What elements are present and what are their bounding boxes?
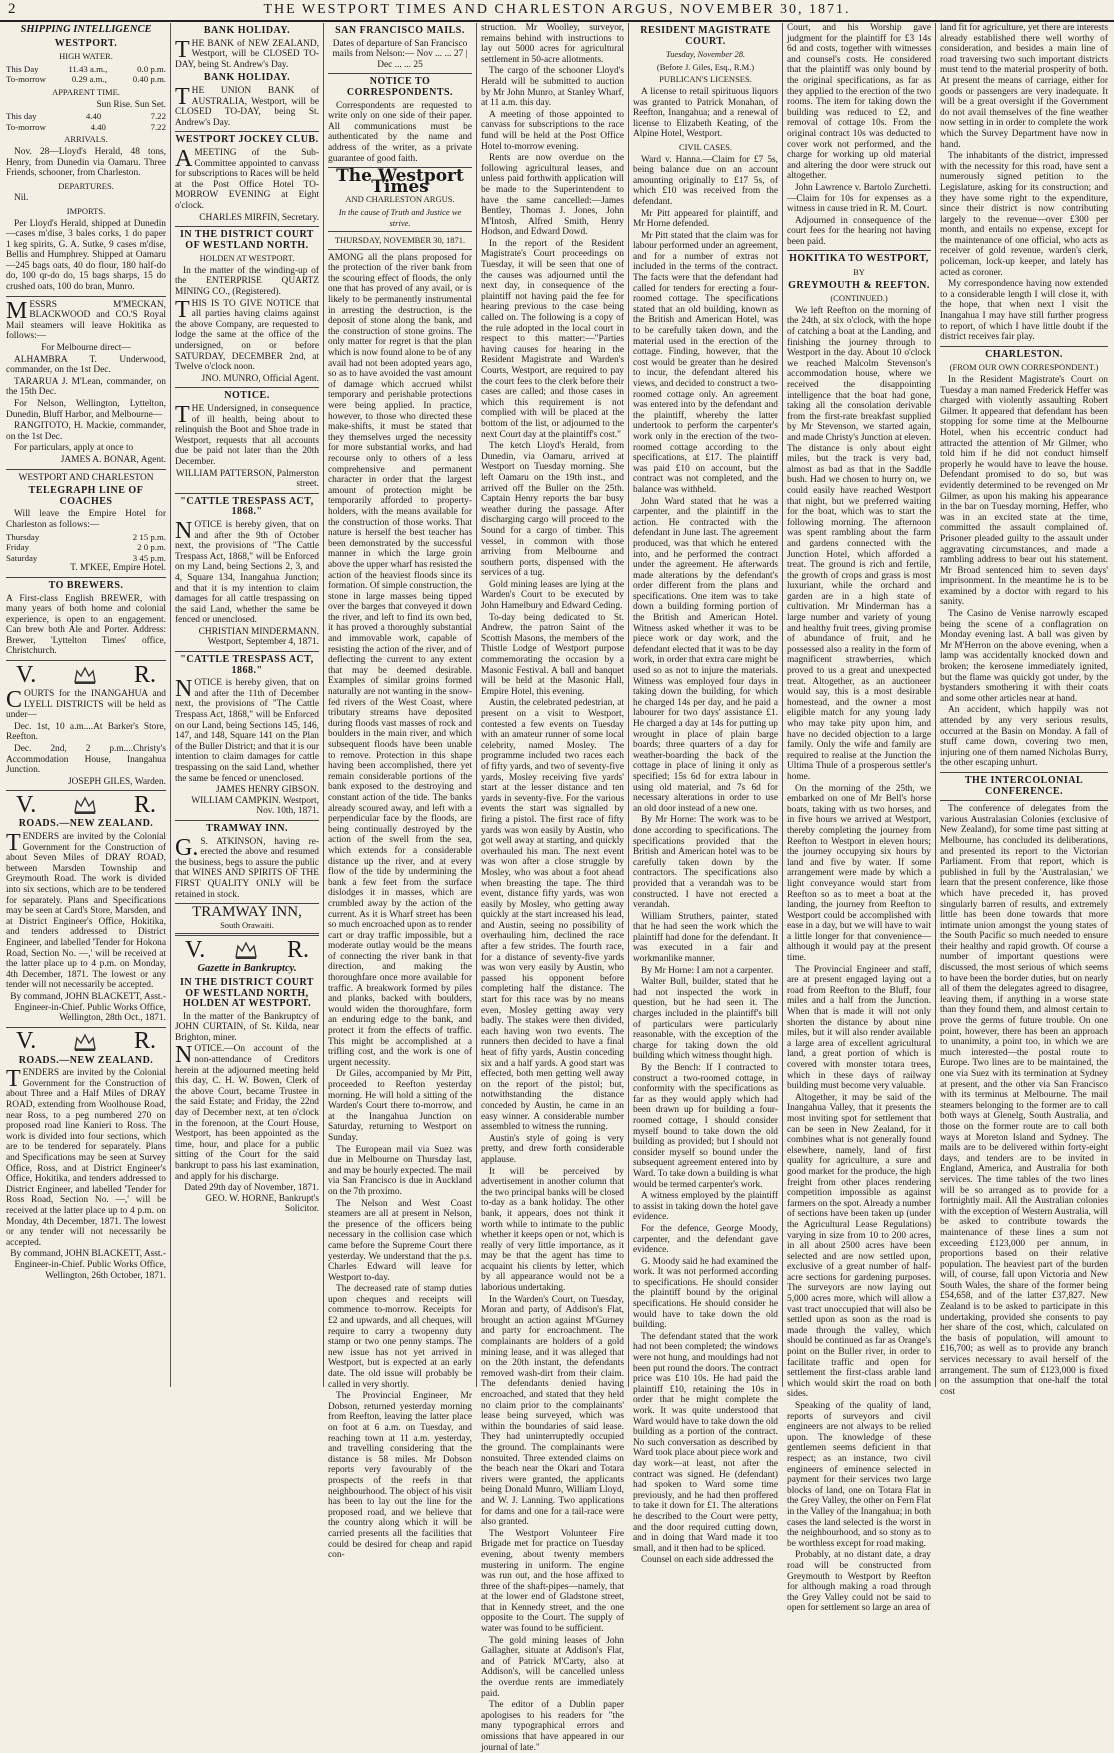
editorial-paragraph: AMONG all the plans proposed for the protection of the river bank from the scouring effect of floods, the only one that has proved of any avail, or is likely to be permanently instrumental in arresting the destruction, is the deposit of stone along the bank, and the construction of stone groins. The only matter for regret is that the plan which is now found alone to be of any avail had not been adopted years ago, so as to have avoided the vast amount of damage which accrued whilst temporary and perishable protections were being applied. In practice, however, to those who directed these make-shifts, it must be stated that they themselves urged the necessity for more substantial works, and had recourse only to others of a less comprehensive and permanent character in order that the largest amount of protection might be temporarily afforded to property-holders, with the means available for the construction of those works. That nature is herself the best teacher has been demonstrated by the successful manner in which the large groin above the upper wharf has resisted the action of the heaviest floods since its formation. Of simple construction, the stone in large masses being tipped over the barges that conveyed it down the river, and left to find its own bed, it has proved a thoroughly substantial and immovable work, capable of resisting the action of the river, and of deflecting the current to any extent that may be deemed desirable. Examples of similar groins formed naturally are not wanting in the snow-fed rivers of the West Coast, where tributary streams have deposited during floods vast masses of rock and boulders in the main river, and which subsequent floods have been unable to remove. Protection in this shape having been accomplished, there yet remain considerable portions of the bank exposed to the destroying and constant action of the tide. The banks already scoured away, and left with a perpendicular face by the floods, are being continually destroyed by the action of the swell from the sea, which extends for a considerable distance up the river, and at every flow of the tide by undermining the bank a few feet from the surface dislodges it in masses, which are crumbled away by the action of the current. As it is Wharf street has been so much encroached upon as to render cart or dray traffic impossible, but a moderate outlay would be the means of connecting the river bank in that direction, and making the thoroughfare once more available for traffic. A breakwork formed by piles and planks, backed with boulders, would widen the thoroughfare, form an enduring edge to the bank, and protect it from the effects of traffic. This might be accomplished at a trifling cost, and the work is one of urgent necessity.: [328, 252, 472, 1068]
divider: [175, 493, 319, 494]
court-paragraph: John Ward stated that he was a carpenter, and the plaintiff in the action. He contracted with the defendant in June last. The agreement produced, was that which he entered into, and he performed the contract under the agreement. He afterwards made alterations by the defendant's order different from the plans and specifications. One item was to take down a building forming portion of the British and American Hotel. Witness asked whether it was to be piece work or day work, and the defendant elected that it was to be day work, in order that extra care might be used so as not to injure the materials. Witness was employed four days in taking down the building, for which he charged 14s per day, and he paid a labourer for two days' assistance £1. He charged a day at 14s for putting up wrought in place of plain barge boards; three quarters of a day for weather-boarding the back of the cottage in place of lining it only as specified; 15s 6d for extra labour in using old material, and 7s 6d for necessary alterations in order to use an old door instead of a new one.: [633, 496, 778, 814]
royal-cipher: V. R.: [16, 1028, 156, 1055]
coach-signature: T. M'KEE, Empire Hotel.: [70, 563, 166, 574]
news-paragraph: To-day being dedicated to St. Andrew, the patron Saint of the Scottish Masons, the members of the Thistle Lodge of Westport purpose commemorating the occasion by a Masonic Festival. A ball and banquet will be held at the Masonic Hall, Empire Hotel, this evening.: [481, 612, 624, 697]
travel-paragraph: Altogether, it may be said of the Inangahua Valley, that it presents the most inviting spot for settlement that can be seen in New Zealand, for it combines what is not generally found elsewhere, namely, land of first quality for agriculture, a sure and good market for the produce, the high freight from other places rendering competition impossible as against farmers on the spot. Already a number of sections have been taken up (under the Agricultural Lease Regulations) varying in size from 10 to 200 acres, in all about 2500 acres have been selected and are now settled upon, exclusive of a great number of half-acre sections for gardening purposes. The surveyors are now laying out 5,000 acres more, which will allow a vast tract unoccupied that will also be settled upon as soon as the road is made through the valley, which should be continued as far as Orange's point on the Buller river, in order to facilitate traffic and open for settlement the first-class arable land which would skirt the road on both sides.: [787, 1092, 931, 1400]
court-paragraph: Mr Pitt appeared for plaintiff, and Mr Horne defended.: [633, 208, 778, 230]
travel-route: GREYMOUTH & REEFTON.: [788, 279, 930, 291]
rm-court-date: Tuesday, November 28.: [665, 49, 746, 60]
divider: [175, 933, 319, 936]
royal-cipher: V. R.: [185, 937, 309, 964]
cattle-act-text: NOTICE is hereby given, that on and after the 11th of December next, the provisions of "The Cattle Trespass Act, 1868," will be Enforced on our Land, being Sections 145, 146, 147, and 148, Square 141 on the Plan of the Buller District; and that it is our intention to claim damages for cattle trespassing on the said Land, whether the same be fenced or unenclosed.: [175, 676, 319, 784]
roads-text: TENDERS are invited by the Colonial Government for the Construction of about Seven Miles of DRAY ROAD, between Marsden Township and Greymouth Road. The work is divided into six sections, which are to be tendered for separately. Plans and Specifications may be seen at Card's Store, Marsden, and at District Engineer's Office, Hokitika, and tenders addressed to District Engineer, and labelled 'Tender for Hokona Road, Section No. —,' will be received at the latter place up to 4 p.m. on Monday, 4th December, 1871. The lowest or any tender will not necessarily be accepted.: [6, 830, 166, 991]
bank-holiday-heading: BANK HOLIDAY.: [203, 25, 291, 36]
column-6: [787, 23, 931, 1614]
divider: [175, 820, 319, 821]
travel-paragraph: land fit for agriculture, yet there are interests already established there well worthy of consideration, and besides a main line of road traversing two such important districts must tend to the material prosperity of both. At present the means of carriage, either for goods or passengers are very inadequate. It will be a great oversight if the Government do not avail themselves of the fine weather now setting in in order to complete the work which the Survey Department have now in hand.: [940, 23, 1108, 150]
column-7: [940, 23, 1108, 1397]
shipping-heading: SHIPPING INTELLIGENCE: [20, 24, 152, 35]
gazette-heading: Gazette in Bankruptcy.: [197, 963, 297, 975]
travel-paragraph: My correspondence having now extended to a considerable length I will close it, with the hope, that when next I visit the Inangahua I may have still further progress to report, of which I have little doubt if the district receives fair play.: [940, 279, 1108, 343]
bank-holiday-text: THE UNION BANK of AUSTRALIA, Westport, will be CLOSED TO-DAY, being St. Andrew's Day.: [175, 83, 319, 128]
court-paragraph: A witness employed by the plaintiff to assist in taking down the hotel gave evidence.: [633, 1191, 778, 1223]
travel-paragraph: Probably, at no distant date, a dray road will be constructed from Greymouth to Westport by Reefton for although making a road through the Grey Valley could not be said to open for settlement so large an area of: [787, 1550, 931, 1614]
notice-text: THE Undersigned, in consequence of ill health, being about to relinquish the Boot and Shoe trade in Westport, requests that all accounts due be paid not later than the 20th December.: [175, 402, 319, 467]
jockey-club-heading: WESTPORT JOCKEY CLUB.: [175, 134, 319, 146]
court-paragraph: The defendant stated that the work had not been completed; the windows were not hung, and mouldings had not been put round the doors. The contract price was £10 10s. He had paid the plaintiff £10, retaining the 10s in order that he might complete the work. It was quite understood that Ward would have to take down the old building as a portion of the contract. No such conversation as described by Ward took place about piece work and day work—at least, not after the contract was signed. He (defendant) had spoken to Ward some time previously, and he had then proffered to take it down for £1. The alterations he described to the Court were petty, and the door required cutting down, and in doing that Ward made it too small, and it then had to be spliced.: [633, 1331, 778, 1554]
district-court-signature: JNO. MUNRO, Official Agent.: [201, 373, 319, 384]
apparent-time-label: APPARENT TIME.: [52, 86, 120, 97]
news-paragraph: Austin, the celebrated pedestrian, at present on a visit to Westport, contested a few events on Tuesday with an amateur runner of some local celebrity, named Mosley. The programme included two races each of fifty yards, and two of seventy-five yards, Mosley receiving five yards' start at the lesser distance and ten yards in seventy-five. For the various events the start was signalled by firing a pistol. The first race of fifty yards was won easily by Austin, who got well away at starting, and quickly overhauled his man. The next event was won after a close struggle by Mosley, who was about a foot ahead when breasting the tape. The third event, distance fifty yards, was won easily by Mosley, who getting away quickly at the start increased his lead, and Austin, seeing no possibility of overhauling him, declined the race after a few strides. The fourth race, for a distance of seventy-five yards was won very easily by Austin, who passed his opponent before completing half the distance. The start for this race was by no means even, Mosley getting away very badly. The stakes were then divided, each having won two events. The runners then decided to have a final heat of fifty yards, Austin conceding six and a half yards. A good start was effected, both men getting well away on the report of the pistol; but, notwithstanding the distance conceded by Austin, he came in an easy winner. A considerable number assembled to witness the running.: [481, 698, 624, 1133]
divider: [328, 73, 472, 74]
brewers-text: A First-class English BREWER, with many years of both home and colonial experience, is open to an engagement. Can brew both Ale and Porter. Address: Brewer, 'Lyttelton Times' office, Christchurch.: [6, 593, 166, 657]
divider: [6, 469, 166, 470]
bankruptcy-text: NOTICE.—On account of the non-attendance of Creditors herein at the adjourned meeting held this day, C. H. W. Bowen, Clerk of the above Court, became Trustee in the said Estate; and Friday, the 22nd day of December next, at ten o'clock in the forenoon, at the Court House, Westport, has been appointed as the time, hour, and place for a public sitting of the Court for the said bankrupt to pass his last examination, and apply for his discharge.: [175, 1042, 319, 1182]
courts-date: Dec. 2nd, 2 p.m....Christy's Accommodation House, Inangahua Junction.: [6, 744, 166, 776]
travel-continued: (CONTINUED.): [830, 293, 888, 304]
roads-heading: ROADS.—NEW ZEALAND.: [18, 1054, 154, 1066]
tide-row: This Day 11.43 a.m., 0.0 p.m.: [6, 63, 166, 74]
divider: [6, 577, 166, 578]
conference-paragraph: The conference of delegates from the various Australasian Colonies (exclusive of New Zealand), for some time past sitting at Melbourne, has concluded its deliberations, and presented its report to the Victorian Parliament. From that report, which is published in full by the 'Australasian,' we learn that the present conference, like those which have preceded it, has proved singularly barren of results, and extremely little has been done towards that more intimate union amongst the young states of the South Pacific so much needed to ensure their healthy and rapid growth. Of course a number of important questions were discussed, the most serious of which seems to have been the border duties, but on nearly all of them the delegates agreed to disagree, leaving them, if anything in a worse state than they found them, and almost certain to prove the germs of future trouble. On one point, however, there has been an approach to unanimity, a point too, in which we are much interested—the postal route to Europe. Two lines are to be maintained, the one via Suez with its termination at Sydney at present, and the other via San Francisco with its terminus at Melbourne. The mail steamers belonging to the former are to call both ways at Glenelg, South Australia, and those on the former route are to call both ways at Moreton Island and Sydney. The mails are to be delivered within forty-eight days, and tenders are to be invited in England, America, and Australia for both services. The time tables of the two lines will be so arranged as to provide for a fortnightly mail. All the Australian colonies with the exception of Western Australia, will be asked to contribute towards the maintenance of these lines a sum not exceeding £123,000 per annum, in proportions based on their relative population. The heaviest part of the burden will, of course, fall upon Victoria and New South Wales, the share of the former being £54,658, and of the latter £37,827. New Zealand is to be asked to participate in this undertaking, provided she consents to pay her share of the cost, which, calculated on the basis of population, will amount to £16,700; as well as to provide any branch services necessary to avail herself of the arrangement. The sum of £123,000 is fixed on the assumption that one-half the total cost: [940, 804, 1108, 1397]
divider: [940, 772, 1108, 773]
roads-signature: By command, JOHN BLACKETT, Asst.-Engineer-in-Chief. Public Works Office, Wellington, 26th October, 1871.: [10, 1249, 166, 1281]
news-paragraph: The editor of a Dublin paper apologises to his readers for "the many typographical errors and omissions that have appeared in our journal of late.": [481, 1700, 624, 1753]
bankruptcy-court-heading: IN THE DISTRICT COURT OF WESTLAND NORTH, HOLDEN AT WESTPORT.: [180, 976, 314, 1010]
jockey-club-signature: CHARLES MIRFIN, Secretary.: [199, 212, 319, 223]
port-name: WESTPORT.: [54, 37, 118, 49]
ad-line: RANGITOTO, H. Mackie, commander, on the 1st Dec.: [6, 421, 166, 442]
high-water-label: HIGH WATER.: [59, 51, 113, 62]
sf-mails-heading: SAN FRANCISCO MAILS.: [335, 25, 465, 36]
news-paragraph: The ketch Lloyd's Herald, from Dunedin, via Oamaru, arrived at Westport on Tuesday morning. She left Oamaru on the 19th inst., and arrived off the Buller on the 25th. Captain Henry reports the bar busy weather during the passage. After discharging cargo will proceed to the Sound for a cargo of timber. This vessel, in common with those arriving from Melbourne and southern ports, dispensed with the services of a tug.: [481, 441, 624, 579]
ad-line: For Melbourne direct—: [41, 343, 131, 354]
travel-paragraph: Speaking of the quality of land, reports of surveyors and civil engineers are not always to be relied upon. The knowledge of these gentlemen seems deficient in that respect; as an instance, two civil engineers of eminence selected in payment for their services two large blocks of land, one on Totara Flat in the Grey Valley, the other on Fern Flat in the Valley of the Inangahua; in both cases the land selected is the worst in the neighbourhood, and so stony as to be worthless except for road making.: [787, 1401, 931, 1549]
cattle-act-text: NOTICE is hereby given, that on and after the 9th of October next, the provisions of "The Cattle Trespass Act, 1868," will be Enforced on my Land, being Sections 2, 3, and 4, Square 134, Inangahua Junction; and that it is my intention to claim damages for all cattle trespassing on the said Land, whether the same be fenced or unenclosed.: [175, 517, 319, 626]
cattle-act-heading: "CATTLE TRESPASS ACT, 1868.": [180, 654, 314, 676]
column-2: [175, 23, 319, 1387]
court-paragraph: By the Bench: If I contracted to construct a two-roomed cottage, in conformity with the specifications as far as they would apply which had been drawn up for building a four-roomed cottage, I should consider myself bound to take down the old building as provided; but I should not consider myself so bound under the subsequent agreement entered into by Ward. To take down a building is what would be termed carpenter's work.: [633, 1063, 778, 1190]
court-paragraph: Counsel on each side addressed the: [641, 1555, 774, 1566]
telegraph-heading: WESTPORT AND CHARLESTON: [18, 472, 154, 483]
correspondents-heading: NOTICE TO CORRESPONDENTS.: [346, 76, 454, 98]
news-paragraph: The decreased rate of stamp duties upon cheques and receipts will commence to-morrow. Receipts for £2 and upwards, and all cheques, will require to carry a twopenny duty stamp or two one penny stamps. The new issue has not yet arrived in Westport, but is expected at an early date. The old issue will probably be called in very shortly.: [328, 1284, 472, 1390]
sun-header: Sun Rise. Sun Set.: [96, 99, 166, 110]
district-court-sub: HOLDEN AT WESTPORT.: [199, 253, 295, 264]
travel-paragraph: The inhabitants of the district, impressed with the necessity for this road, have sent a numerously signed petition to the Legislature, asking for its construction; and they have some right to the expenditure, since their district is now contributing largely to the revenue—over £300 per month, and entails no expense, except for the maintenance of one official, who acts as receiver of gold revenue, warden's clerk, policeman, lock-up keeper, and lately has acted as coroner.: [940, 151, 1108, 278]
district-court-heading: IN THE DISTRICT COURT OF WESTLAND NORTH.: [180, 229, 314, 251]
imports-text: Per Lloyd's Herald, shipped at Dunedin—cases m'dise, 3 bales corks, 1 do paper 1 keg spirits, G. A. Sutke, 9 cases m'dise, Bellis and Humphrey. Shipped at Oamaru—245 bags oats, 40 do flour, 180 half-do do, 100 qr-do do, 15 bags sharps, 15 do crushed oats, 100 do bran, Munro.: [6, 218, 166, 293]
court-paragraph: Ward v. Hanna.—Claim for £7 5s, being balance due on an account amounting originally to £17 5s, of which £10 was received from the defendant.: [633, 154, 778, 207]
tramway-inn-heading: TRAMWAY INN.: [206, 822, 288, 834]
motto: In the cause of Truth and Justice we strive.: [338, 206, 462, 228]
imports-label: IMPORTS.: [66, 205, 106, 216]
news-paragraph: Rents are now overdue on the following agricultural leases, and unless paid forthwith application will be made to the Superintendent to have the same cancelled:—James Bentley, Thomas J. Jones, John M'Intosh, Alfred Smith, Henry Hodson, and Edward Dowd.: [481, 153, 624, 238]
ad-line: ALHAMBRA T. Underwood, commander, on the 1st Dec.: [6, 354, 166, 376]
court-paragraph: Adjourned in consequence of the court fees for the hearing not having been paid.: [787, 215, 931, 247]
tramway-inn-title: TRAMWAY INN,: [192, 904, 302, 921]
divider: [787, 250, 931, 251]
news-paragraph: In the report of the Resident Magistrate's Court proceedings on Tuesday, it will be seen that one of the causes was adjourned until the next day, in consequence of the plaintiff not having paid the fee for hearing previous to the case being called on. The following is a copy of the rule adopted in the local court in respect to this matter:—"Parties having causes for hearing in the Resident Magistrate and Warden's Courts, Westport, are required to pay the court fees to the clerk before their cases are called; and those cases in which this requirement is not complied with will be placed at the bottom of the list, or adjourned to the next Court day at the plaintiff's cost.": [481, 238, 624, 440]
jockey-club-text: AMEETING of the Sub-Committee appointed to canvass for subscriptions to Races will be held at the Post Office Hotel TO-MORROW EVENING at Eight o'clock.: [175, 145, 319, 211]
court-paragraph: By Mr Horne: I am not a carpenter.: [641, 965, 774, 976]
divider: [6, 660, 166, 661]
newspaper-nameplate: The Westport Times: [336, 166, 464, 197]
divider: [328, 249, 472, 250]
travel-paragraph: The Provincial Engineer and staff, are at present engaged laying out a road from Reefton to the Bluff, four miles and a half from the Junction. When that is made it will not only shorten the distance by about nine miles, but it will also render available a large area of excellent agricultural land, a great portion of which is covered with monster totara trees, which in these days of railway building must become very valuable.: [787, 964, 931, 1092]
column-rule: [476, 23, 477, 1387]
newspaper-title: THE WESTPORT TIMES AND CHARLESTON ARGUS, NOVEMBER 30, 1871.: [263, 2, 851, 17]
charleston-sub: (FROM OUR OWN CORRESPONDENT.): [949, 362, 1099, 373]
royal-cipher: V. R.: [16, 792, 156, 819]
masthead: [0, 0, 1114, 22]
courts-text: COURTS for the INANGAHUA and LYELL DISTRICTS will be held as under—: [6, 687, 166, 721]
departures-label: DEPARTURES.: [58, 180, 114, 191]
page-number: 2: [8, 1, 16, 17]
bank-holiday-heading: BANK HOLIDAY.: [203, 72, 291, 84]
column-5: [633, 23, 778, 1566]
civil-cases-heading: CIVIL CASES.: [678, 141, 733, 152]
bankruptcy-signature: Dated 29th day of November, 1871. GEO. W. HORNE, Bankrupt's Solicitor.: [184, 1183, 319, 1215]
charleston-paragraph: An accident, which happily was not attended by any very serious results, occurred at the Basin on Monday. A fall of stuff came down, covering two men, injuring one of them named Nicholas Burry, the other escaping unhurt.: [940, 705, 1108, 769]
tide-row: To-morrow 0.29 a.m., 0.40 p.m.: [6, 74, 166, 85]
travel-by: BY: [853, 267, 865, 278]
telegraph-line-heading: TELEGRAPH LINE OF COACHES: [28, 485, 144, 507]
sun-row: To-morrow 4.40 7.22: [6, 121, 166, 132]
news-paragraph: In the Warden's Court, on Tuesday, Moran and party, of Addison's Flat, brought an action against M'Gurney and party for encroachment. The complainants are holders of a gold mining lease, and it was alleged that on the 20th instant, the defendants removed wash-dirt from their claim. The defendants denied having encroached, and stated that they held no claim prior to the complainants' lease being surveyed, which was within the boundaries of said lease. They had uninterruptedly occupied the ground. The complainants were nonsuited. Three extended claims on the beach near the Okari and Totara rivers were granted, the applicants being Donald Munro, William Lloyd, and W. J. Lanning. Two applications for dams and one for a tail-race were also granted.: [481, 1294, 624, 1528]
news-paragraph: Gold mining leases are lying at the Warden's Court to be executed by John Hamelbury and Edward Ceding.: [481, 579, 624, 612]
ad-line: For Nelson, Wellington, Lyttelton, Dunedin, Bluff Harbor, and Melbourne—: [6, 399, 166, 420]
news-paragraph: The Westport Volunteer Fire Brigade met for practice on Tuesday evening, about twenty members mustering in uniform. The engine was run out, and the hose affixed to three of the shaft-pipes—namely, that at the lower end of Gladstone street, that in Kennedy street, and the one opposite to the Court. The supply of water was found to be sufficient.: [481, 1528, 624, 1635]
correspondents-text: Correspondents are requested to write only on one side of their paper. All communications must be authenticated by the name and address of the writer, as a private guarantee of good faith.: [328, 100, 472, 164]
court-paragraph: G. Moody said he had examined the work. It was not performed according to specifications. He should consider the plaintiff bound by the original specifications. He should consider he would have to take down the old building.: [633, 1256, 778, 1331]
royal-arms-icon: [233, 939, 259, 961]
crown-icon: [72, 664, 98, 686]
departures-text: Nil.: [14, 193, 29, 204]
charleston-heading: CHARLESTON.: [985, 348, 1063, 360]
news-paragraph: The Nelson and West Coast steamers are all at present in Nelson, the presence of the officers being necessary in the collision case which came before the Supreme Court there yesterday. We understand that the p.s. Charles Edward will leave for Westport to-day.: [328, 1198, 472, 1283]
news-paragraph: The European mail via Suez was due in Melbourne on Thursday last, and may be hourly expected. The mail via San Francisco is due in Auckland on the 7th proximo.: [328, 1144, 472, 1197]
crown-icon: [72, 794, 98, 816]
conference-heading: THE INTERCOLONIAL CONFERENCE.: [964, 774, 1084, 797]
news-paragraph: The cargo of the schooner Lloyd's Herald will be submitted to auction by Mr John Munro, at Stanley Wharf, at 11 a.m. this day.: [481, 66, 624, 109]
news-paragraph: Dr Giles, accompanied by Mr Pitt, proceeded to Reefton yesterday morning. He will hold a sitting of the Warden's Court there to-morrow, and at the Inangahua Junction on Saturday, returning to Westport on Sunday.: [328, 1069, 472, 1143]
cattle-act-heading: "CATTLE TRESPASS ACT, 1868.": [180, 495, 314, 518]
court-paragraph: By Mr Horne: The work was to be done according to specifications. The specifications provided that the British and American hotel was to be carefully taken down by the contractors. The specifications also provided that a verandah was to be constructed. I have not erected a verandah.: [633, 815, 778, 911]
divider: [940, 346, 1108, 347]
district-court-matter: In the matter of the winding-up of the ENTERPRISE QUARTZ MINING CO., (Registered).: [175, 265, 319, 298]
sun-row: This day 4.40 7.22: [6, 111, 166, 122]
column-3: [328, 23, 472, 1561]
arrivals-text: Nov. 28—Lloyd's Herald, 48 tons, Henry, from Dunedin via Oamaru. Three Friends, schooner, from Charleston.: [6, 146, 166, 179]
court-paragraph: For the defence, George Moody, carpenter, and the defendant gave evidence.: [633, 1223, 778, 1256]
cattle-act-signature: CHRISTIAN MINDERMANN. Westport, September 4, 1871.: [198, 626, 319, 648]
notice-heading: NOTICE.: [224, 390, 270, 402]
notice-signature: WILLIAM PATTERSON, Palmerston street.: [175, 468, 319, 490]
ad-signature: JAMES A. BONAR, Agent.: [60, 454, 166, 465]
roads-signature: By command, JOHN BLACKETT, Asst.-Engineer-in-Chief. Public Works Office, Wellington, 28th Oct., 1871.: [10, 991, 166, 1024]
ad-line: For particulars, apply at once to: [14, 443, 134, 454]
brewers-heading: TO BREWERS.: [48, 579, 124, 591]
divider: [175, 131, 319, 132]
tramway-inn-text: G.S. ATKINSON, having re-erected the above and resumed the business, begs to assure the public that WINES AND SPIRITS OF THE FIRST QUALITY ONLY will be retained in stock.: [175, 834, 319, 900]
court-paragraph: Court, and his Worship gave judgment for the plaintiff for £3 14s 6d and costs, together with witnesses and counsel's costs. He considered that the plaintiff was only bound by the original specifications, as far as they applied to the erection of the two rooms. The item for taking down the building was reduced to £2, and removal of cottage 10s. From the original contract 10s was deducted to cover work not performed, and the charge for working up old material and altering the door were struck out altogether.: [787, 23, 931, 182]
column-1: [6, 23, 166, 1387]
court-paragraph: John Lawrence v. Bartolo Zurchetti.—Claim for 10s for expenses as a witness in cause tried in R. M. Court.: [787, 182, 931, 215]
news-paragraph: A meeting of those appointed to canvass for subscriptions to the race fund will be held at the Post Office Hotel to-morrow evening.: [481, 109, 624, 152]
divider: [175, 651, 319, 652]
coach-time-row: Friday 2 0 p.m.: [6, 542, 166, 553]
column-rule: [782, 23, 783, 1387]
travel-paragraph: We left Reefton on the morning of the 24th, at six o'clock, with the hope of catching a boat at the Landing, and finishing the journey through to Westport in the day. About 10 o'clock we reached Malcolm Stevenson's accommodation house, where we received the disappointing intelligence that the boat had gone, taking all the consolation derivable from the first-rate breakfast supplied by Mr Stevenson, we started again, and made Christy's Junction at eleven. The distance is only about eight miles, but the track is very bad, almost as bad as that in the Saddle bush. Had we chosen to hurry on, we could easily have reached Westport that night, but we preferred waiting for the boat, which was to start the following morning. The afternoon was spent rambling about the farm and gardens connected with the Junction Hotel, which afforded a treat. The ground is rich and fertile, the growth of crops and grass is most luxuriant, while the orchard and garden are in a high state of cultivation. Mr Minderman has a large number and variety of young and healthy fruit trees, giving promise of abundance of fruit, and he possessed also a reality in the form of magnificent strawberries, which proved to us a great and unexpected treat. Altogether, as an auctioneer would say, this is a most desirable homestead, and the owner a most eligible match for any young lady who may take pity upon him, and have no decided objection to a large family. Only the wife and family are required to realise at the Junction the Ultima Thule of a prosperous settler's home.: [787, 305, 931, 782]
courts-date: Dec. 1st, 10 a.m....At Barker's Store, Reefton.: [6, 721, 166, 743]
news-paragraph: The Provincial Engineer, Mr Dobson, returned yesterday morning from Reefton, leaving the latter place on foot at 6 a.m. on Tuesday, and reaching town at 11 a.m. yesterday, and travelling considering that the distance is 58 miles. Mr Dobson reports very favourably of the prospects of the reefs in that neighbourhood. The object of his visit has been to lay out the line for the proposed road, and we believe that the country along which it will be carried presents all the facilities that could be desired for cheap and rapid con-: [328, 1391, 472, 1561]
column-rule: [935, 23, 936, 1387]
divider: [940, 800, 1108, 801]
roads-heading: ROADS.—NEW ZEALAND.: [18, 818, 154, 830]
arrivals-label: ARRIVALS.: [64, 134, 108, 145]
courts-signature: JOSEPH GILES, Warden.: [67, 776, 166, 787]
ad-line: TARARUA J. M'Lean, commander, on the 15th Dec.: [6, 376, 166, 398]
rm-court-before: (Before J. Giles, Esq., R.M.): [656, 61, 755, 72]
divider: [175, 387, 319, 388]
coach-time-row: Saturday 3 45 p.m.: [6, 552, 166, 563]
divider: [175, 226, 319, 227]
nameplate-subtitle: AND CHARLESTON ARGUS.: [345, 194, 455, 205]
court-paragraph: Walter Bull, builder, stated that he had not inspected the work in question, but he had seen it. The charges included in the plaintiff's bill of particulars were particularly reasonable, with the exception of the charge for taking down the old building which witness thought high.: [633, 977, 778, 1062]
ad-line: MESSRS M'MECKAN, BLACKWOOD and CO.'S Royal Mail steamers will leave Hokitika as follows:—: [6, 297, 166, 342]
district-court-text: THIS IS TO GIVE NOTICE that all parties having claims against the above Company, are requested to lodge the same at the office of the undersigned, on or before SATURDAY, DECEMBER 2nd, at Twelve o'clock noon.: [175, 296, 319, 373]
divider: [6, 296, 166, 297]
royal-cipher: V. R.: [16, 661, 156, 688]
bankruptcy-matter: In the matter of the Bankruptcy of JOHN CURTAIN, of St. Kilda, near Brighton, miner.: [175, 1011, 319, 1043]
rm-court-heading: RESIDENT MAGISTRATE COURT.: [640, 25, 771, 47]
sf-mails-text: Dates of departure of San Francisco mails from Nelson:— Nov ... ... 27 | Dec ... ... 25: [332, 38, 468, 70]
bank-holiday-text: THE BANK of NEW ZEALAND, Westport, will be CLOSED TO-DAY, being St. Andrew's Day.: [175, 36, 319, 70]
roads-text: TENDERS are invited by the Colonial Government for the Construction of about Three and a Half Miles of DRAY ROAD, extending from Woolhouse Road, near Ross, to a peg numbered 270 on proposed road line Kanieri to Ross. The work is divided into four sections, which are to be tendered for separately. Plans and Specifications may be seen at Survey Office, Ross, and at District Engineer's Office, Hokitika, and tenders addressed to District Engineer, and labelled 'Tender for Ross Road, Section No. —,' will be received at the latter place up to 4 p.m. on Monday, 4th December, 1871. The lowest or any tender will not necessarily be accepted.: [6, 1066, 166, 1248]
news-paragraph: Austin's style of going is very pretty, and drew forth considerable applause.: [481, 1133, 624, 1165]
column-rule: [323, 23, 324, 1387]
dateline: THURSDAY, NOVEMBER 30, 1871.: [334, 235, 466, 246]
news-paragraph: It will be perceived by advertisement in another column that the two principal banks will be closed to-day as a bank holiday. The other bank, it appears, does not think it worth while to intimate to the public whether it keeps open or not, which is really of very little importance, as it may be that the agent has time to acquaint his clients by letter, which by all appearance would not be a laborious undertaking.: [481, 1166, 624, 1294]
court-paragraph: A license to retail spirituous liquors was granted to Patrick Monahan, of Reefton, Inangahua; and a renewal of license to Elizabeth Keating, of the Alpine Hotel, Westport.: [633, 86, 778, 140]
news-paragraph: The gold mining leases of John Gallagher, situate at Addison's Flat, and of Patrick M'Carty, also at Addison's, will be cancelled unless the overdue rents are immediately paid.: [481, 1635, 624, 1699]
tramway-inn-location: South Orawaiti.: [220, 919, 274, 930]
publicans-heading: PUBLICAN'S LICENSES.: [659, 74, 752, 85]
column-rule: [170, 23, 171, 1387]
charleston-paragraph: In the Resident Magistrate's Court on Tuesday a man named Frederick Heffer was charged with violently assaulting Robert Gilmer. It appeared that defendant has been stopping for some time at the Melbourne Hotel, when his eccentric conduct had attracted the attention of Mr Gilmer, who told him if he did not conduct himself properly he would have to leave the house. Defendant promised to do so, but was evidently determined to be revenged on Mr Gilmer, as upon his making his appearance in the bar on Tuesday morning, Heffer, who was in an excited state at the time, committed the assault complained of. Prisoner pleaded guilty to the assault under aggravating circumstances, and made a rambling address to bear out his statement. Mr Broad sentenced him to seven days' imprisonment. In the meantime he is to be examined by a doctor with regard to his sanity.: [940, 375, 1108, 608]
column-rule: [628, 23, 629, 1387]
charleston-paragraph: The Casino de Venise narrowly escaped being the scene of a conflagration on Monday evening last. A ball was given by Mr M'Herron on the above evening, when a lamp was accidentally knocked down and broken; the kerosene immediately ignited, but the flame was quickly got under, by the bystanders smothering it with their coats and some other articles near at hand.: [940, 609, 1108, 704]
news-paragraph: struction. Mr Woolley, surveyor, remains behind with instructions to lay out 5000 acres for agricultural settlement in 50-acre allotments.: [481, 23, 624, 65]
cattle-act-signature: JAMES HENRY GIBSON. WILLIAM CAMPKIN. Westport, Nov. 10th, 1871.: [191, 785, 319, 817]
coach-time-row: Thursday 2 15 p.m.: [6, 531, 166, 542]
court-paragraph: William Struthers, painter, stated that he had seen the work which the plaintiff had done for the defendant. It was executed in a fair and workmanlike manner.: [633, 911, 778, 965]
travel-paragraph: On the morning of the 25th, we embarked on one of Mr Bell's horse boats, taking with us two horses, and in five hours we arrived at Westport, thereby completing the journey from Reefton to Westport in eleven hours; the journey occupying six hours by land and five by water. If some arrangement were made by which a light conveyance would start from Reefton so as to meet a boat at the landing, the journey from Reefton to Westport could be accomplished with ease in a day, but we will have to wait a little longer for that convenience—although it would pay at the present time.: [787, 783, 931, 964]
court-paragraph: Mr Pitt stated that the claim was for labour performed under an agreement, and for a number of extras not included in the terms of the contract. The facts were that the defendant had called for tenders for erecting a four-roomed cottage. The specifications stated that an old building, known as the British and American Hotel, was to be carefully taken down, and the material used in the erection of the cottage. Finding, however, that the cost would be greater than he desired to incur, the defendant altered his views, and decided to construct a two-roomed cottage only. An agreement was entered into by the defendant and the plaintiff, whereby the latter undertook to perform the carpenter's work only in the erection of the two-roomed cottage according to the specifications, at £17. The plaintiff was paid £10 on account, but the contract was not completed, and the balance was withheld.: [633, 230, 778, 495]
crown-icon: [72, 1031, 98, 1053]
travel-heading: HOKITIKA TO WESTPORT,: [789, 253, 929, 265]
column-4: [481, 23, 624, 1753]
divider: [328, 231, 472, 232]
telegraph-text: Will leave the Empire Hotel for Charleston as follows:—: [6, 509, 166, 530]
